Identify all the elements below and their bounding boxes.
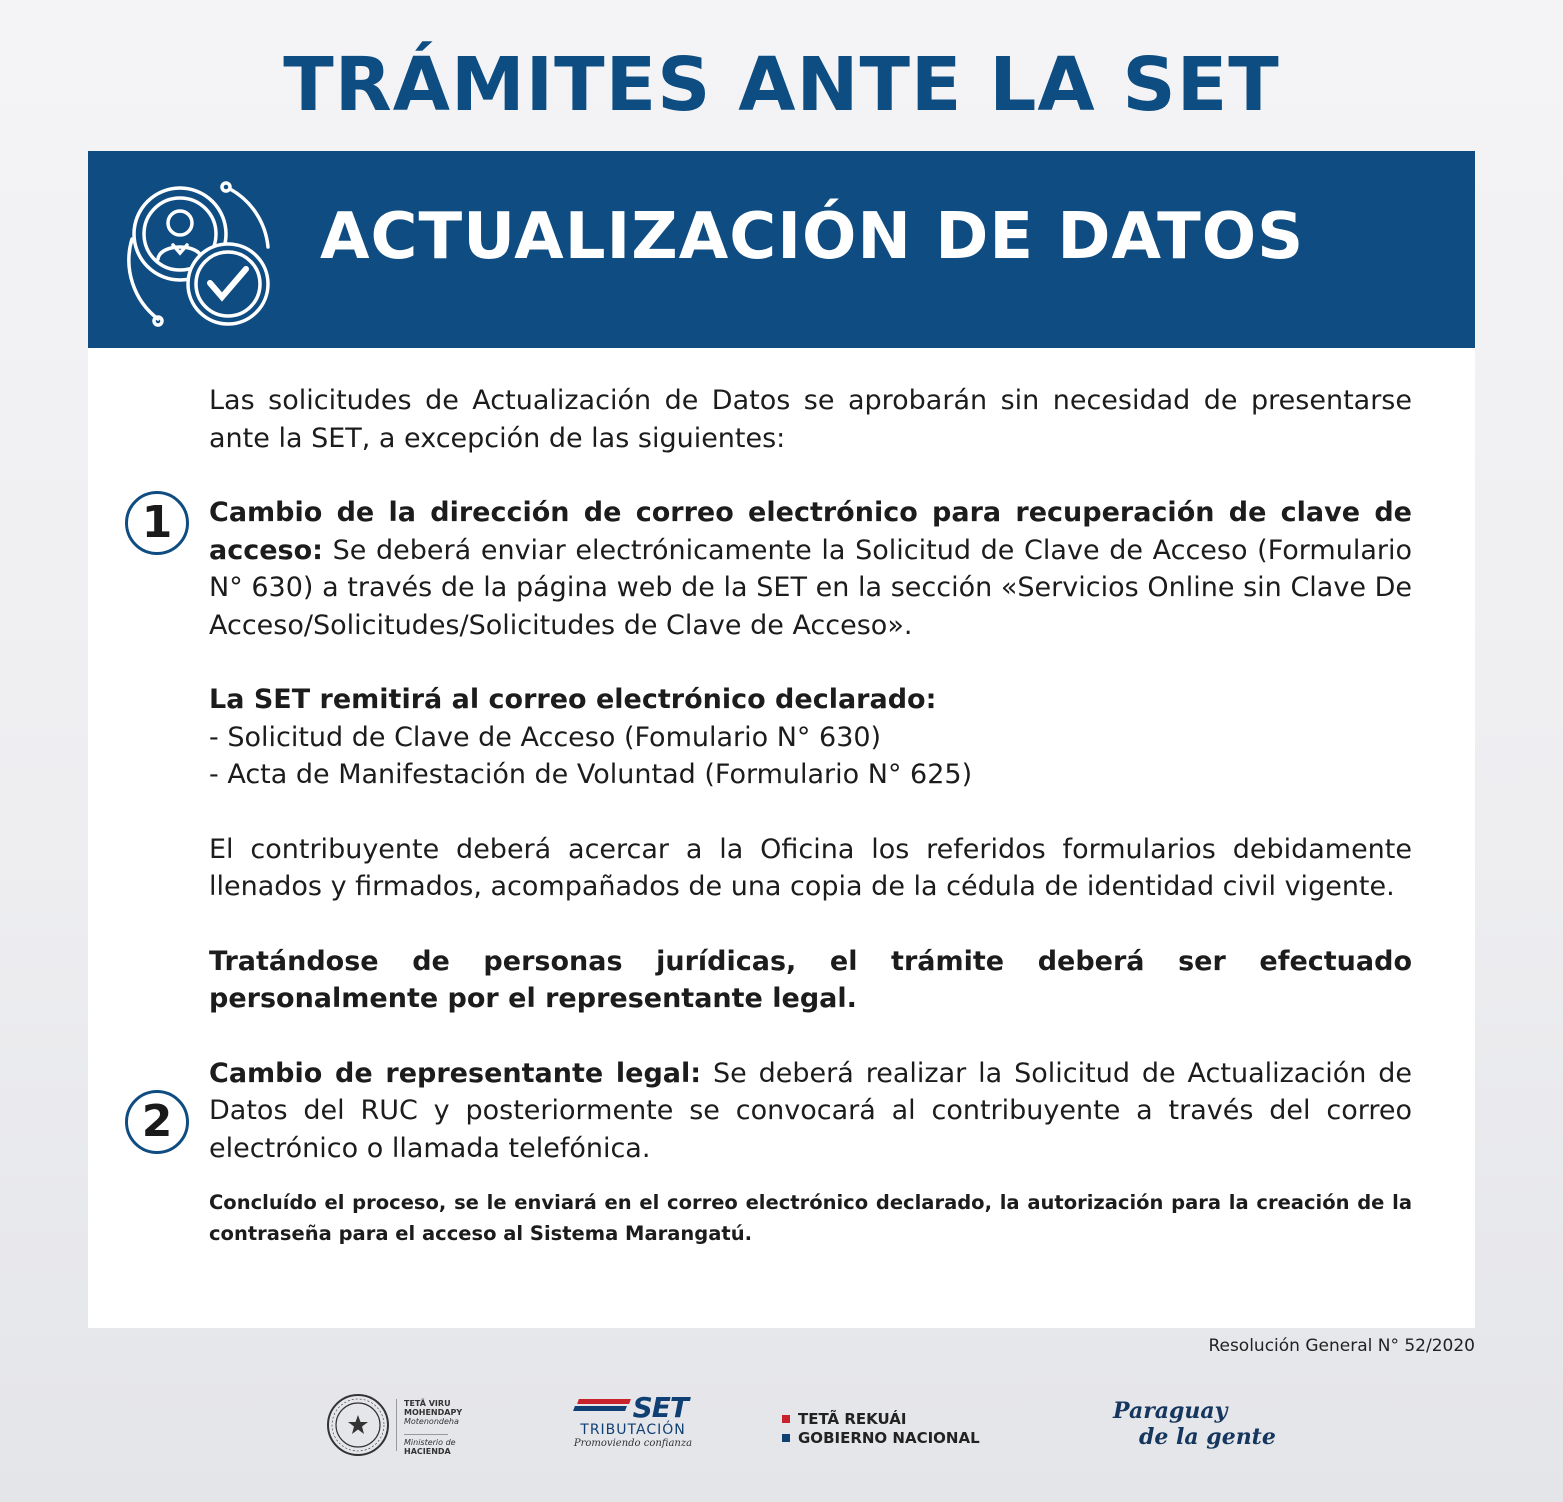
paraguay-logo xyxy=(1113,1398,1276,1450)
hacienda-line1: TETÃ VIRU xyxy=(404,1399,451,1408)
paraguay-line2: de la gente xyxy=(1139,1424,1276,1450)
set-tributacion: TRIBUTACIÓN xyxy=(580,1422,686,1438)
paraguay-line1: Paraguay xyxy=(1113,1398,1228,1424)
hacienda-line2: MOHENDAPY xyxy=(404,1408,463,1417)
seal-icon xyxy=(326,1393,390,1457)
hacienda-line3: Motenondeha xyxy=(404,1417,459,1426)
step-2-badge: 2 xyxy=(125,1090,189,1154)
gobierno-line2: GOBIERNO NACIONAL xyxy=(798,1429,980,1447)
list-item: - Solicitud de Clave de Acceso (Fomulario N° 630) xyxy=(209,721,882,753)
set-logo xyxy=(570,1391,696,1450)
step-1-heading: Cambio de la dirección de correo electrónico para recuperación de clave de acceso: xyxy=(209,497,1412,566)
step-1-paragraph xyxy=(209,494,1412,644)
intro-paragraph: Las solicitudes de Actualización de Datos se aprobarán sin necesidad de presentarse ante la SET, a excepción de las siguientes: xyxy=(209,385,1412,454)
hacienda-logo xyxy=(326,1393,466,1457)
blue-square-icon xyxy=(782,1434,790,1442)
step-1-badge: 1 xyxy=(125,491,189,555)
gobierno-line1: TETÃ REKUÁI xyxy=(798,1410,907,1428)
step-1-text: Se deberá enviar electrónicamente la Solicitud de Clave de Acceso (Formulario N° 630) a través de la página web de la SET en la sección «Servicios Online sin Clave De Acceso/Solicitudes/Solicitudes de Clave de Acceso». xyxy=(209,534,1412,641)
set-mark: SET xyxy=(632,1391,688,1424)
conclusion-paragraph: Concluído el proceso, se le enviará en el correo electrónico declarado, la autorización para la creación de la contraseña para el acceso al Sistema Marangatú. xyxy=(209,1191,1412,1245)
hacienda-line4: Ministerio de xyxy=(404,1438,456,1447)
section-banner xyxy=(88,151,1475,348)
banner-title: ACTUALIZACIÓN DE DATOS xyxy=(320,200,1305,274)
page-title: TRÁMITES ANTE LA SET xyxy=(283,42,1280,128)
hacienda-line5: HACIENDA xyxy=(404,1447,451,1456)
step-2-heading: Cambio de representante legal: xyxy=(209,1057,702,1089)
step-1-subheading: La SET remitirá al correo electrónico declarado: xyxy=(209,684,937,715)
red-square-icon xyxy=(782,1415,790,1423)
step-2-text: Se deberá realizar la Solicitud de Actualización de Datos del RUC y posteriormente se convocará al contribuyente a través del correo electrónico o llamada telefónica. xyxy=(209,1057,1412,1164)
set-tagline: Promoviendo confianza xyxy=(573,1438,693,1449)
step-2-paragraph xyxy=(209,1055,1412,1168)
resolution-reference: Resolución General N° 52/2020 xyxy=(1208,1336,1475,1356)
content-body xyxy=(209,382,1412,1249)
user-check-icon xyxy=(118,169,283,334)
gobierno-logo xyxy=(782,1410,980,1448)
office-paragraph: El contribuyente deberá acercar a la Oficina los referidos formularios debidamente llenados y firmados, acompañados de una copia de la cédula de identidad civil vigente. xyxy=(209,833,1412,902)
list-item: - Acta de Manifestación de Voluntad (Formulario N° 625) xyxy=(209,759,973,790)
legal-note: Tratándose de personas jurídicas, el trámite deberá ser efectuado personalmente por el representante legal. xyxy=(209,945,1412,1014)
